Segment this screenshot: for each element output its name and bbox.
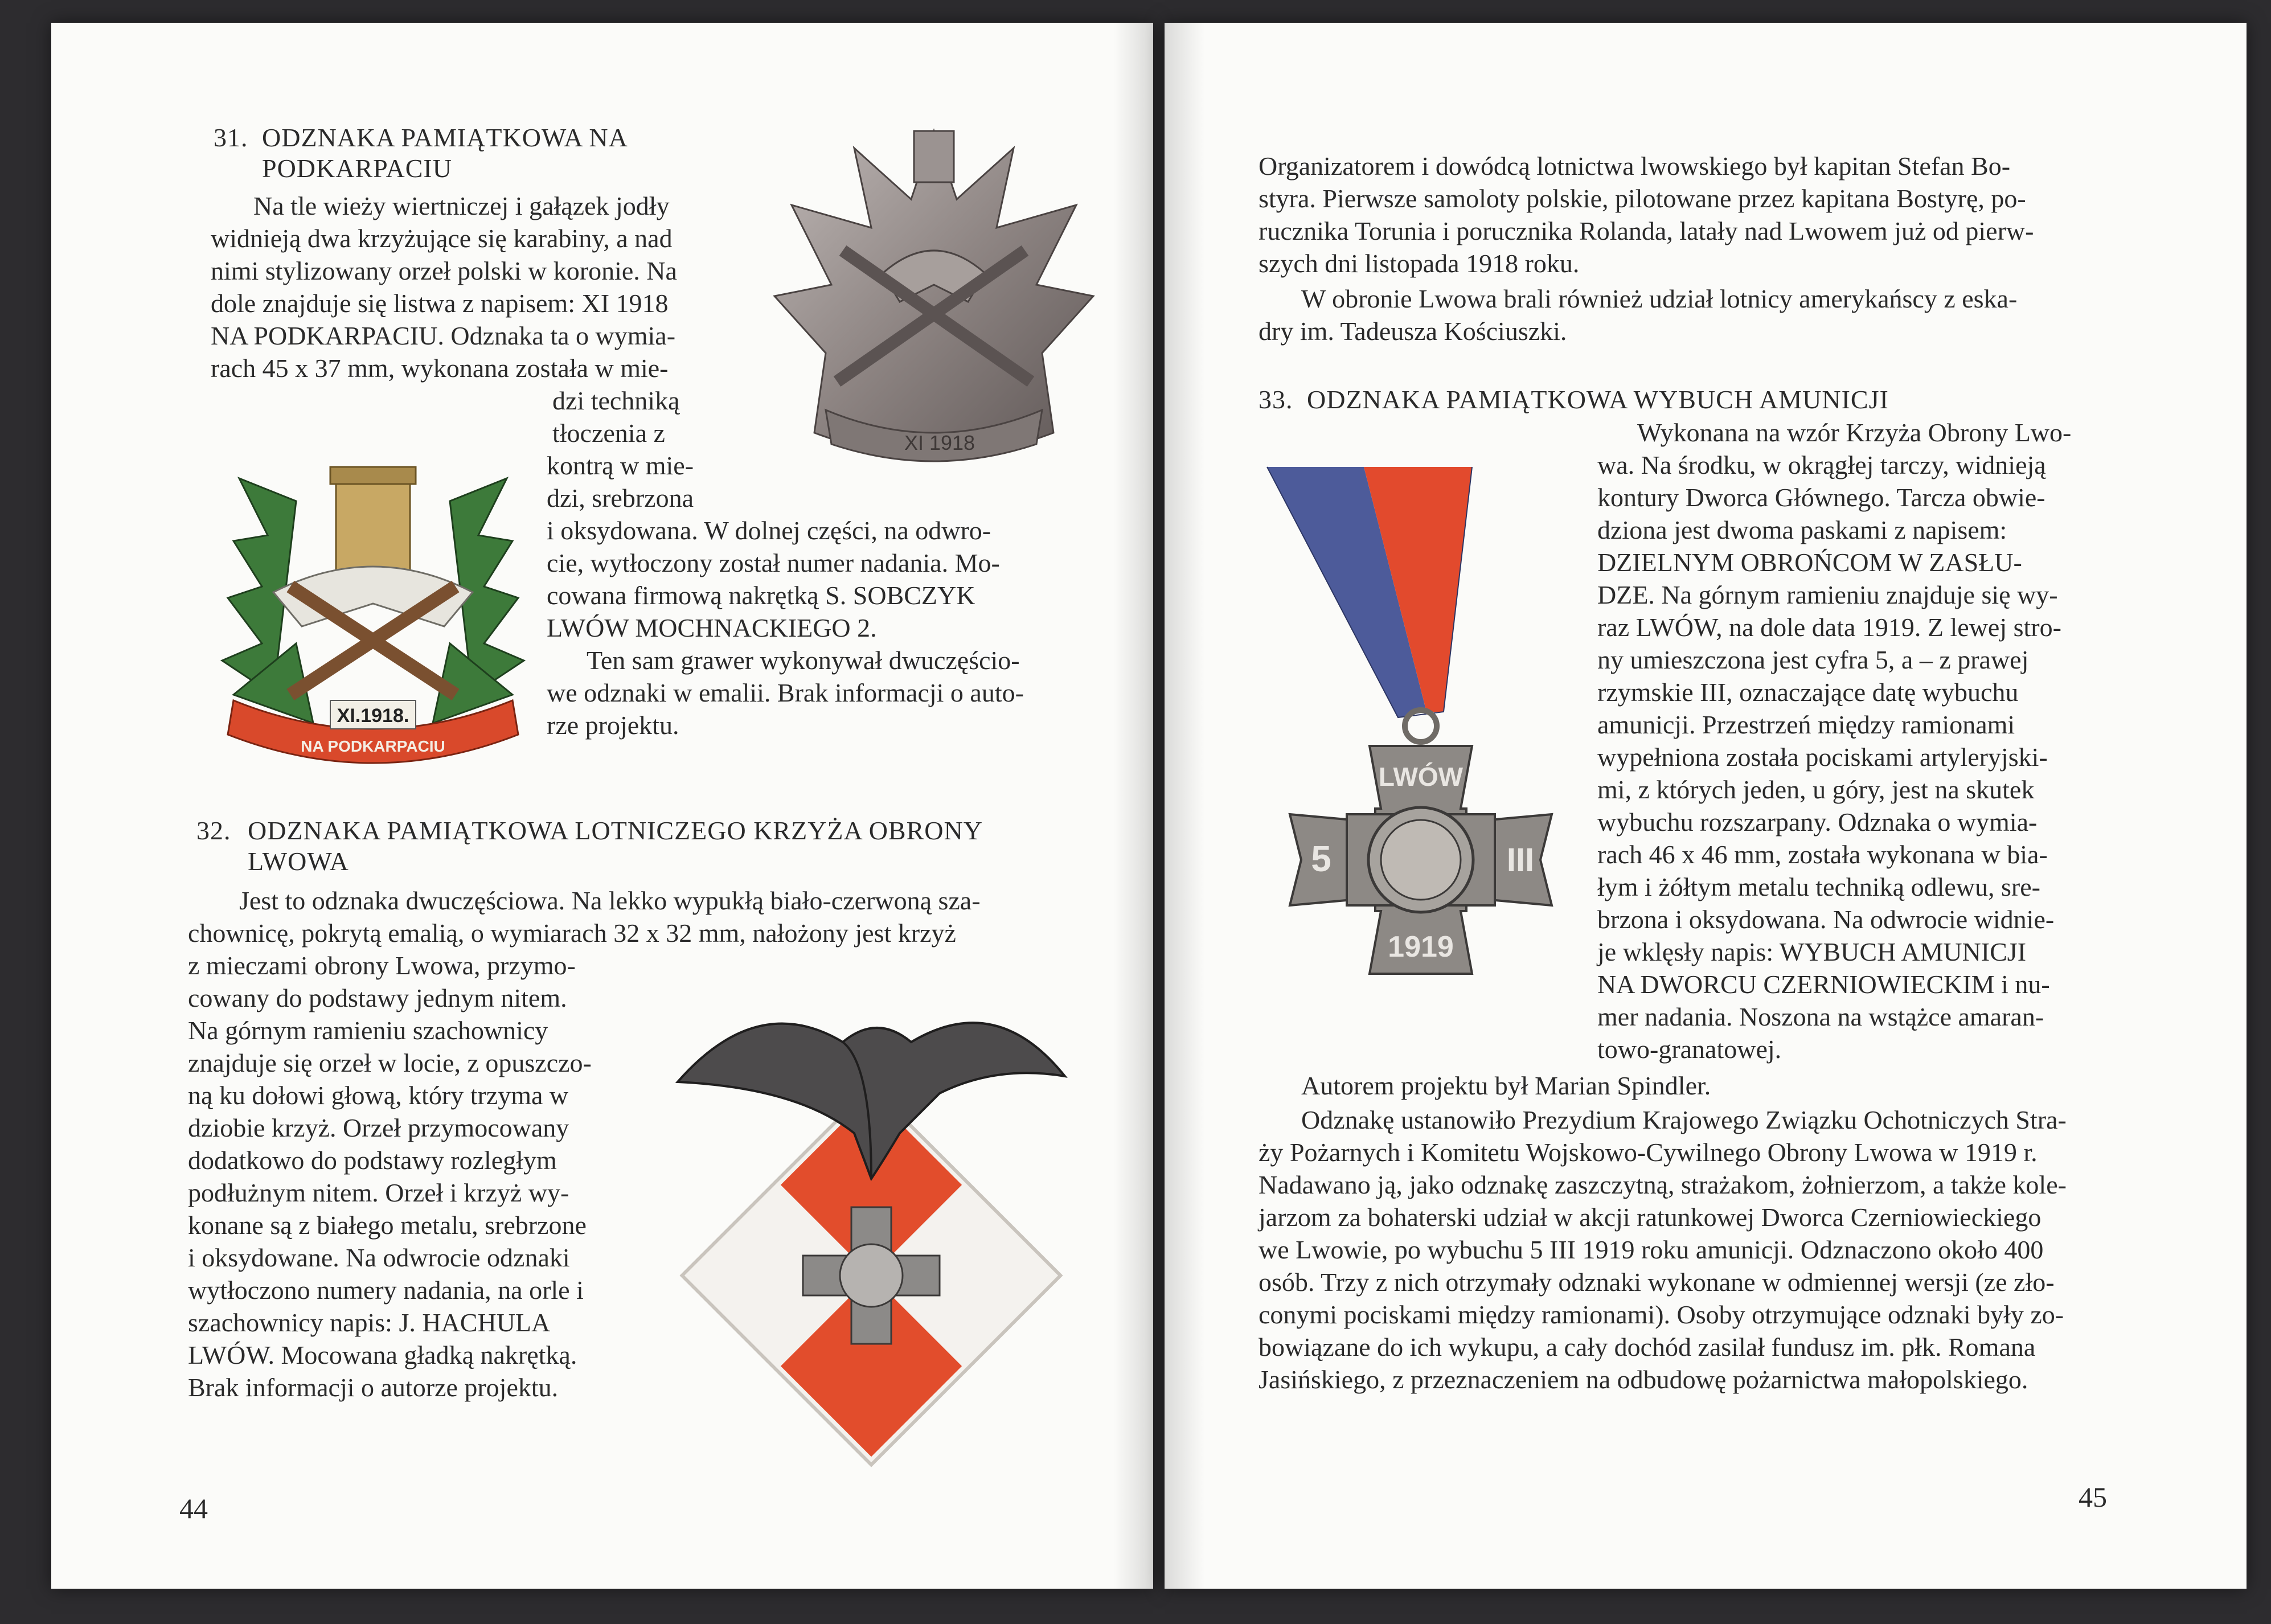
sec33-line: DZIELNYM OBROŃCOM W ZASŁU-: [1597, 548, 2022, 577]
sec31-number: 31.: [214, 123, 248, 152]
intro-line: szych dni listopada 1918 roku.: [1259, 249, 1580, 278]
enamel-badge-figure: [199, 456, 547, 774]
sec32-line: cowany do podstawy jednym nitem.: [188, 983, 567, 1012]
sec31-line: kontrą w mie-: [547, 451, 694, 480]
sec31-title-line1: ODZNAKA PAMIĄTKOWA NA: [262, 123, 628, 152]
intro-line: dry im. Tadeusza Kościuszki.: [1259, 317, 1567, 346]
sec33-line: je wklęsły napis: WYBUCH AMUNICJI: [1597, 937, 2027, 966]
sec31-line: rze projektu.: [547, 711, 679, 740]
sec33-number: 33.: [1259, 385, 1293, 414]
eagle-cross-badge-figure: [655, 991, 1088, 1469]
sec33-line: łym i żółtym metalu techniką odlewu, sre-: [1597, 872, 2040, 901]
badge-gray-inscription: XI 1918: [904, 431, 975, 454]
sec32-line: Brak informacji o autorze projektu.: [188, 1373, 559, 1402]
sec33-line: wypełniona została pociskami artyleryjski-: [1597, 743, 2048, 772]
sec33-line: rzymskie III, oznaczające datę wybuchu: [1597, 678, 2019, 707]
sec31-line: cowana firmową nakrętką S. SOBCZYK: [547, 581, 975, 610]
badge-color-date: XI.1918.: [337, 705, 409, 727]
sec33-line: wa. Na środku, w okrągłej tarczy, widnieją: [1597, 450, 2046, 479]
sec33-author-line: Autorem projektu był Marian Spindler.: [1301, 1071, 1711, 1100]
sec33-line: dziona jest dwoma paskami z napisem:: [1597, 515, 2007, 544]
closing-line: Odznakę ustanowiło Prezydium Krajowego Związku Ochotniczych Stra-: [1301, 1105, 2067, 1134]
sec32-title-line2: LWOWA: [248, 847, 349, 876]
sec31-title-line2: PODKARPACIU: [262, 154, 452, 183]
sec33-line: towo-granatowej.: [1597, 1035, 1782, 1064]
medal-bottom-text: 1919: [1388, 930, 1454, 963]
sec33-line: wybuchu rozszarpany. Odznaka o wymia-: [1597, 807, 2038, 836]
sec32-line: z mieczami obrony Lwowa, przymo-: [188, 951, 576, 980]
sec31-line: NA PODKARPACIU. Odznaka ta o wymia-: [211, 321, 676, 350]
medal-top-text: LWÓW: [1378, 762, 1464, 792]
sec33-line: rach 46 x 46 mm, została wykonana w bia-: [1597, 840, 2048, 869]
sec33-line: kontury Dworca Głównego. Tarcza obwie-: [1597, 483, 2045, 512]
intro-line: rucznika Torunia i porucznika Rolanda, latały nad Lwowem już od pierw-: [1259, 216, 2034, 245]
medal-right-text: III: [1506, 842, 1535, 879]
sec32-line: Na górnym ramieniu szachownicy: [188, 1016, 548, 1045]
sec32-line: konane są z białego metalu, srebrzone: [188, 1211, 587, 1240]
intro-line: Organizatorem i dowódcą lotnictwa lwowskiego był kapitan Stefan Bo-: [1259, 151, 2011, 181]
sec33-title: ODZNAKA PAMIĄTKOWA WYBUCH AMUNICJI: [1307, 385, 1889, 414]
sec33-line: NA DWORCU CZERNIOWIECKIM i nu-: [1597, 970, 2050, 999]
medal-left-text: 5: [1311, 838, 1331, 879]
gutter-shadow: [1165, 23, 1204, 1589]
sec33-line: mer nadania. Noszona na wstążce amaran-: [1597, 1002, 2044, 1031]
sec32-line: ną ku dołowi głową, który trzyma w: [188, 1081, 569, 1110]
sec32-line: dziobie krzyż. Orzeł przymocowany: [188, 1113, 569, 1142]
page-number-left: 44: [179, 1492, 208, 1524]
closing-line: conymi pociskami między ramionami). Osoby otrzymujące odznaki były zo-: [1259, 1300, 2064, 1329]
closing-line: we Lwowie, po wybuchu 5 III 1919 roku amunicji. Odznaczono około 400: [1259, 1235, 2044, 1264]
sec32-line: znajduje się orzeł w locie, z opuszczo-: [188, 1048, 592, 1077]
sec32-line: LWÓW. Mocowana gładką nakrętką.: [188, 1340, 577, 1369]
ribbon-medal-figure: [1256, 461, 1575, 1059]
sec32-line: dodatkowo do podstawy rozległym: [188, 1146, 557, 1175]
sec33-line: mi, z których jeden, u góry, jest na skutek: [1597, 775, 2035, 804]
closing-line: osób. Trzy z nich otrzymały odznaki wykonane w odmiennej wersji (ze zło-: [1259, 1268, 2055, 1297]
page-number-right: 45: [2079, 1481, 2107, 1513]
sec32-number: 32.: [196, 816, 231, 845]
sec32-line: i oksydowane. Na odwrocie odznaki: [188, 1243, 570, 1272]
badge-color-band: NA PODKARPACIU: [301, 737, 445, 755]
sec31-line: widnieją dwa krzyżujące się karabiny, a nad: [211, 224, 673, 253]
sec31-line: cie, wytłoczony został numer nadania. Mo-: [547, 548, 1000, 577]
sec32-line: wytłoczono numery nadania, na orle i: [188, 1276, 584, 1305]
sec33-line: DZE. Na górnym ramieniu znajduje się wy-: [1597, 580, 2058, 609]
sec33-line: brzona i oksydowana. Na odwrocie widnie-: [1597, 905, 2055, 934]
sec33-line: ny umieszczona jest cyfra 5, a – z prawej: [1597, 645, 2029, 674]
sec31-line: dzi, srebrzona: [547, 483, 694, 512]
sec32-title-line1: ODZNAKA PAMIĄTKOWA LOTNICZEGO KRZYŻA OBRONY: [248, 816, 983, 845]
closing-line: Jasińskiego, z przeznaczeniem na odbudowę pożarnictwa małopolskiego.: [1259, 1365, 2028, 1394]
sec32-line: podłużnym nitem. Orzeł i krzyż wy-: [188, 1178, 569, 1207]
gutter-shadow: [1113, 23, 1153, 1589]
sec33-line: raz LWÓW, na dole data 1919. Z lewej stro-: [1597, 613, 2061, 642]
sec33-line: Wykonana na wzór Krzyża Obrony Lwo-: [1637, 418, 2072, 447]
sec31-line: Na tle wieży wiertniczej i gałązek jodły: [253, 191, 670, 220]
closing-line: Nadawano ją, jako odznakę zaszczytną, strażakom, żołnierzom, a także kole-: [1259, 1170, 2067, 1199]
intro-line: styra. Pierwsze samoloty polskie, pilotowane przez kapitana Bostyrę, po-: [1259, 184, 2026, 213]
sec31-line: we odznaki w emalii. Brak informacji o auto-: [547, 678, 1024, 707]
left-page: [51, 23, 1153, 1589]
sec31-line: LWÓW MOCHNACKIEGO 2.: [547, 613, 877, 642]
sec31-line: Ten sam grawer wykonywał dwuczęścio-: [587, 646, 1020, 675]
sec31-line: dzi techniką: [552, 386, 680, 415]
sec31-line: rach 45 x 37 mm, wykonana została w mie-: [211, 354, 669, 383]
closing-line: bowiązane do ich wykupu, a cały dochód zasilał fundusz im. płk. Romana: [1259, 1332, 2036, 1361]
sec32-line: chownicę, pokrytą emalią, o wymiarach 32 x 32 mm, nałożony jest krzyż: [188, 918, 956, 948]
silver-badge-figure: [752, 114, 1116, 484]
sec32-line: Jest to odznaka dwuczęściowa. Na lekko wypukłą biało-czerwoną sza-: [239, 886, 981, 915]
sec33-line: amunicji. Przestrzeń między ramionami: [1597, 710, 2015, 739]
intro-line: W obronie Lwowa brali również udział lotnicy amerykańscy z eska-: [1301, 284, 2018, 313]
sec31-line: tłoczenia z: [552, 419, 665, 448]
sec31-line: nimi stylizowany orzeł polski w koronie. Na: [211, 256, 677, 285]
sec31-line: i oksydowana. W dolnej części, na odwro-: [547, 516, 991, 545]
sec32-line: szachownicy napis: J. HACHULA: [188, 1308, 551, 1337]
sec31-line: dole znajduje się listwa z napisem: XI 1918: [211, 289, 669, 318]
closing-line: jarzom za bohaterski udział w akcji ratunkowej Dworca Czerniowieckiego: [1259, 1203, 2042, 1232]
closing-line: ży Pożarnych i Komitetu Wojskowo-Cywilnego Obrony Lwowa w 1919 r.: [1259, 1138, 2038, 1167]
right-page: [1165, 23, 2247, 1589]
